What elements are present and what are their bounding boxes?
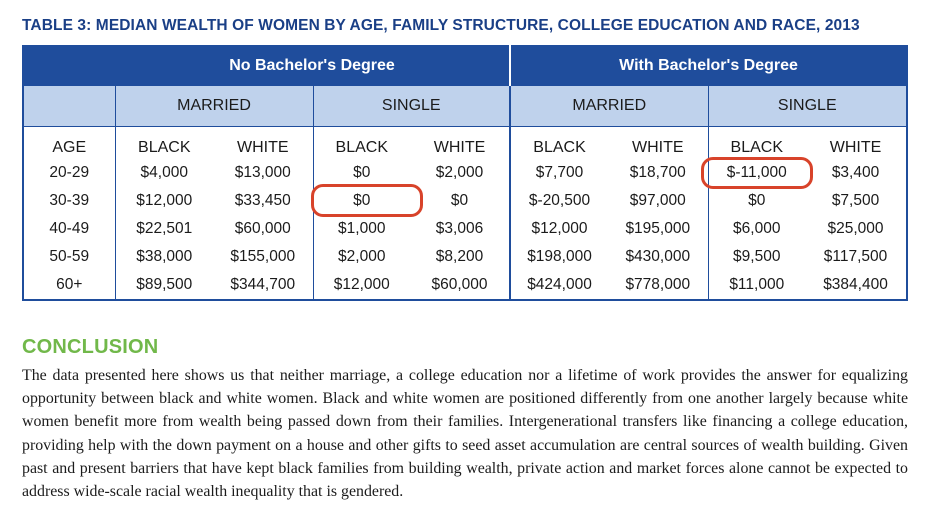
subheader-corner: [23, 86, 115, 127]
value-cell: $18,700: [629, 164, 686, 181]
age-cell: 20-29: [23, 159, 115, 187]
table-row: [23, 271, 907, 300]
value-cell: $11,000: [708, 271, 805, 300]
value-cell: $60,000: [234, 220, 291, 237]
value-cell: $195,000: [625, 220, 691, 237]
table-row: [23, 187, 907, 215]
white-column-header: WHITE: [236, 139, 289, 156]
white-column-header: WHITE: [631, 139, 684, 156]
highlighted-value-cell: [313, 187, 410, 215]
value-cell: $38,000: [115, 243, 213, 271]
age-column-header: AGE: [23, 127, 115, 160]
value-cell: $6,000: [708, 215, 805, 243]
table-row: [23, 215, 907, 243]
value-cell: $13,000: [234, 164, 291, 181]
header-corner: [23, 45, 115, 86]
value-cell: $778,000: [608, 271, 708, 300]
black-column-header: BLACK: [313, 127, 410, 160]
black-column-header: BLACK: [510, 127, 608, 160]
white-column-header: WHITE: [805, 127, 907, 160]
age-cell: 50-59: [23, 243, 115, 271]
value-cell: $9,500: [708, 243, 805, 271]
value-cell: $12,000: [510, 215, 608, 243]
family-structure-header-row: [23, 86, 907, 127]
no-bachelors-header: No Bachelor's Degree: [115, 45, 510, 86]
median-wealth-table: [22, 45, 908, 301]
value-cell: $424,000: [510, 271, 608, 300]
age-cell: 60+: [23, 271, 115, 300]
value-cell: $198,000: [510, 243, 608, 271]
table-row: [23, 159, 907, 187]
value-cell: $344,700: [213, 271, 313, 300]
value-text: $0: [353, 192, 371, 209]
value-cell: $2,000: [313, 243, 410, 271]
value-cell: $430,000: [625, 248, 691, 265]
value-cell: $1,000: [313, 215, 410, 243]
single-header: SINGLE: [313, 86, 510, 127]
value-cell: $7,700: [510, 159, 608, 187]
conclusion-heading: CONCLUSION: [22, 336, 159, 358]
value-cell: $117,500: [805, 243, 907, 271]
value-cell: $60,000: [410, 271, 510, 300]
value-cell: $97,000: [629, 192, 686, 209]
value-cell: $0: [313, 159, 410, 187]
value-cell: $7,500: [805, 187, 907, 215]
value-cell: $22,501: [115, 215, 213, 243]
value-cell: $33,450: [234, 192, 291, 209]
conclusion-paragraph: The data presented here shows us that neither marriage, a college education nor a lifetime of work provides the answer for equalizing opportunity between black and white women. Black and white women are positioned differently from one another largely because white women benefit more from wealth being passed down from their families. Intergenerational transfers like financing a college education, providing help with the down payment on a house and other gifts to seed asset accumulation are central sources of wealth building. Given past and present barriers that have kept black families from building wealth, private action and market forces alone cannot be expected to address wide-scale racial wealth inequality that is gendered.: [22, 367, 908, 501]
value-cell: $-20,500: [510, 187, 608, 215]
black-column-header: BLACK: [115, 127, 213, 160]
with-bachelors-header: With Bachelor's Degree: [510, 45, 907, 86]
value-cell: $4,000: [115, 159, 213, 187]
value-cell: $384,400: [805, 271, 907, 300]
value-cell: $12,000: [313, 271, 410, 300]
age-cell: 30-39: [23, 187, 115, 215]
white-column-header: WHITE: [433, 139, 486, 156]
black-column-header: BLACK: [708, 127, 805, 160]
married-header: MARRIED: [510, 86, 708, 127]
education-header-row: [23, 45, 907, 86]
married-header: MARRIED: [115, 86, 313, 127]
value-cell: $3,400: [805, 159, 907, 187]
value-cell: $3,006: [435, 220, 484, 237]
value-cell: $2,000: [435, 164, 484, 181]
table-row: [23, 243, 907, 271]
table-title: TABLE 3: MEDIAN WEALTH OF WOMEN BY AGE, FAMILY STRUCTURE, COLLEGE EDUCATION AND RACE, 2013: [22, 17, 860, 34]
column-header-row: [23, 127, 907, 160]
age-cell: 40-49: [23, 215, 115, 243]
value-cell: $0: [450, 192, 469, 209]
value-cell: $89,500: [115, 271, 213, 300]
value-cell: $25,000: [805, 215, 907, 243]
value-cell: $8,200: [435, 248, 484, 265]
highlighted-value-cell: [708, 159, 805, 187]
value-cell: $0: [708, 187, 805, 215]
single-header: SINGLE: [708, 86, 907, 127]
value-cell: $12,000: [115, 187, 213, 215]
value-text: $-11,000: [726, 164, 787, 181]
value-cell: $155,000: [230, 248, 296, 265]
